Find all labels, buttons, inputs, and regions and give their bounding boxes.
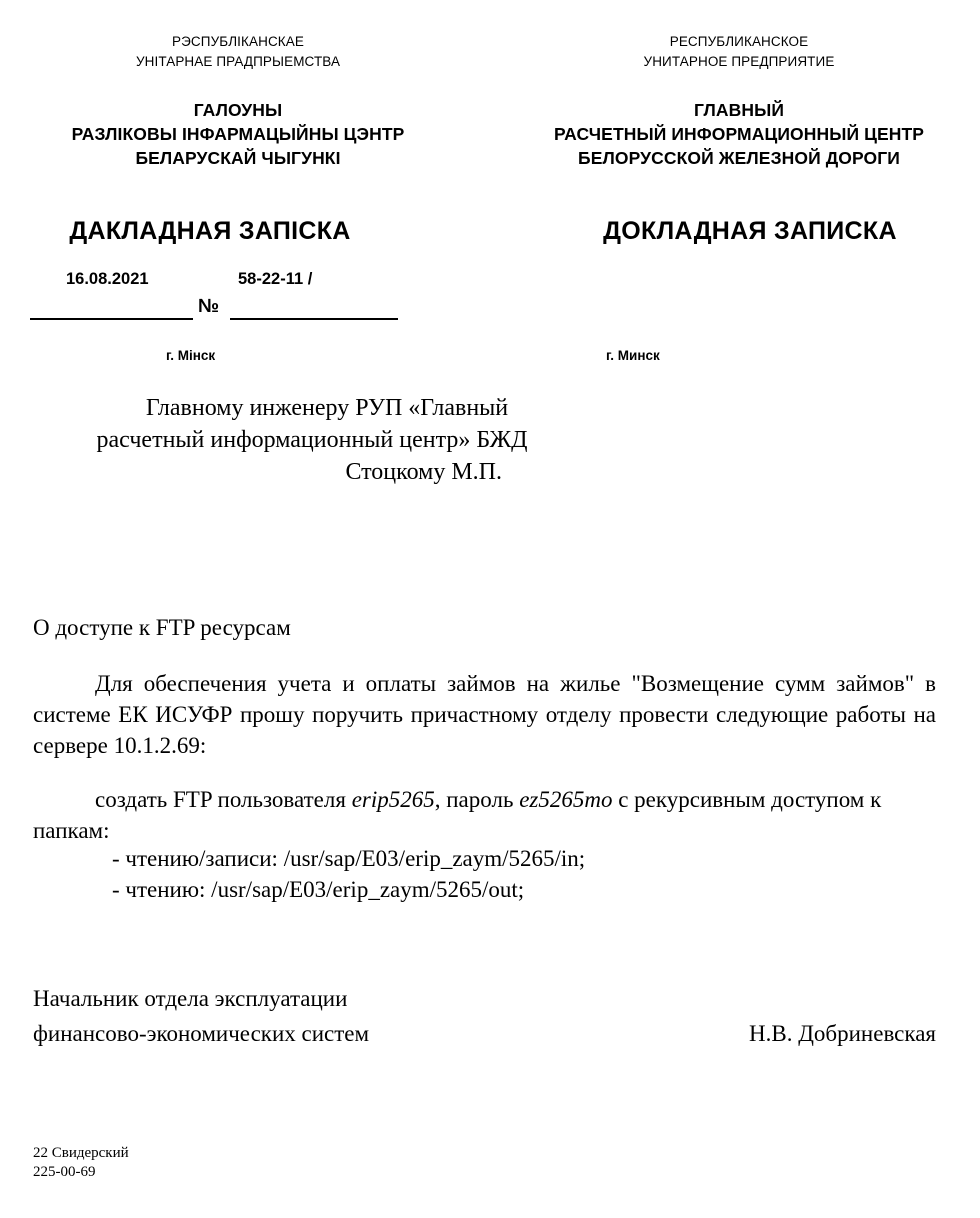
signer-name: Н.В. Добриневская xyxy=(749,1021,936,1046)
letterhead-left-belarusian xyxy=(0,32,490,170)
ftp-username: erip5265 xyxy=(351,787,435,812)
ftp-password: ez5265mo xyxy=(519,787,613,812)
document-number: 58-22-11 / xyxy=(238,270,313,288)
body-paragraph-2-post: с рекурсивным доступом к папкам: xyxy=(33,787,882,843)
document-date: 16.08.2021 xyxy=(66,270,149,288)
letterhead-right-org-line3: БЕЛОРУССКОЙ ЖЕЛЕЗНОЙ ДОРОГИ xyxy=(578,148,900,168)
footer-executor-info xyxy=(33,1144,129,1182)
subject-line: О доступе к FTP ресурсам xyxy=(33,615,291,640)
footer-line2: 225-00-69 xyxy=(33,1164,96,1180)
date-underline-rule xyxy=(30,318,193,320)
list-item: - чтению: /usr/sap/E03/erip_zaym/5265/out; xyxy=(112,877,525,902)
letterhead-right-org-name xyxy=(498,98,980,170)
letterhead-right-org-line2: РАСЧЕТНЫЙ ИНФОРМАЦИОННЫЙ ЦЕНТР xyxy=(553,124,925,144)
city-belarusian: г. Мінск xyxy=(166,348,216,363)
city-russian: г. Минск xyxy=(606,348,660,363)
body-paragraph-2-mid: , пароль xyxy=(434,787,520,812)
number-sign-symbol: № xyxy=(198,296,220,317)
letterhead-right-org-line1: ГЛАВНЫЙ xyxy=(693,100,785,120)
addressee-line3: Стоцкому М.П. xyxy=(345,459,502,485)
letterhead-left-org-line1: ГАЛОУНЫ xyxy=(193,100,283,120)
body-paragraph-2-pre: создать FTP пользователя xyxy=(95,787,352,812)
letterhead-left-subtitle-line1: РЭСПУБЛІКАНСКАЕ xyxy=(172,34,304,49)
letterhead-right-subtitle xyxy=(498,32,980,72)
letterhead xyxy=(0,32,980,170)
letterhead-right-subtitle-line2: УНИТАРНОЕ ПРЕДПРИЯТИЕ xyxy=(643,54,835,69)
footer-line1: 22 Свидерский xyxy=(33,1145,129,1161)
list-item: - чтению/записи: /usr/sap/E03/erip_zaym/5265/in; xyxy=(112,846,586,871)
addressee-block xyxy=(62,392,562,488)
addressee-line2: расчетный информационный центр» БЖД xyxy=(96,427,528,453)
document-title-row xyxy=(0,216,980,246)
number-underline-rule xyxy=(230,318,398,320)
letterhead-left-subtitle xyxy=(0,32,476,72)
signature-title-line1: Начальник отдела эксплуатации xyxy=(33,986,348,1011)
body-paragraph-2 xyxy=(33,784,936,846)
body-paragraph-1-text: Для обеспечения учета и оплаты займов на жилье "Возмещение сумм займов" в системе ЕК ИСУФР прошу поручить причастному отделу провести следующие работы на сервере 10.1.2.69: xyxy=(33,671,936,758)
addressee-line1: Главному инженеру РУП «Главный xyxy=(145,395,509,421)
signature-block xyxy=(33,981,936,1051)
document-title-belarusian: ДАКЛАДНАЯ ЗАПІСКА xyxy=(69,217,351,245)
letterhead-left-org-name xyxy=(0,98,476,170)
letterhead-left-subtitle-line2: УНІТАРНАЕ ПРАДПРЫЕМСТВА xyxy=(135,54,341,69)
body-paragraph-1 xyxy=(33,668,936,761)
letterhead-left-org-line3: БЕЛАРУСКАЙ ЧЫГУНКІ xyxy=(135,148,341,168)
letterhead-right-subtitle-line1: РЕСПУБЛИКАНСКОЕ xyxy=(669,34,809,49)
reference-line xyxy=(30,270,430,326)
letterhead-left-org-line2: РАЗЛІКОВЫ ІНФАРМАЦЫЙНЫ ЦЭНТР xyxy=(71,124,405,144)
signature-title-line2: финансово-экономических систем xyxy=(33,1021,370,1046)
letterhead-right-russian xyxy=(490,32,980,170)
signature-row xyxy=(33,1016,936,1051)
document-title-russian: ДОКЛАДНАЯ ЗАПИСКА xyxy=(603,217,897,245)
folder-access-list xyxy=(112,843,585,905)
